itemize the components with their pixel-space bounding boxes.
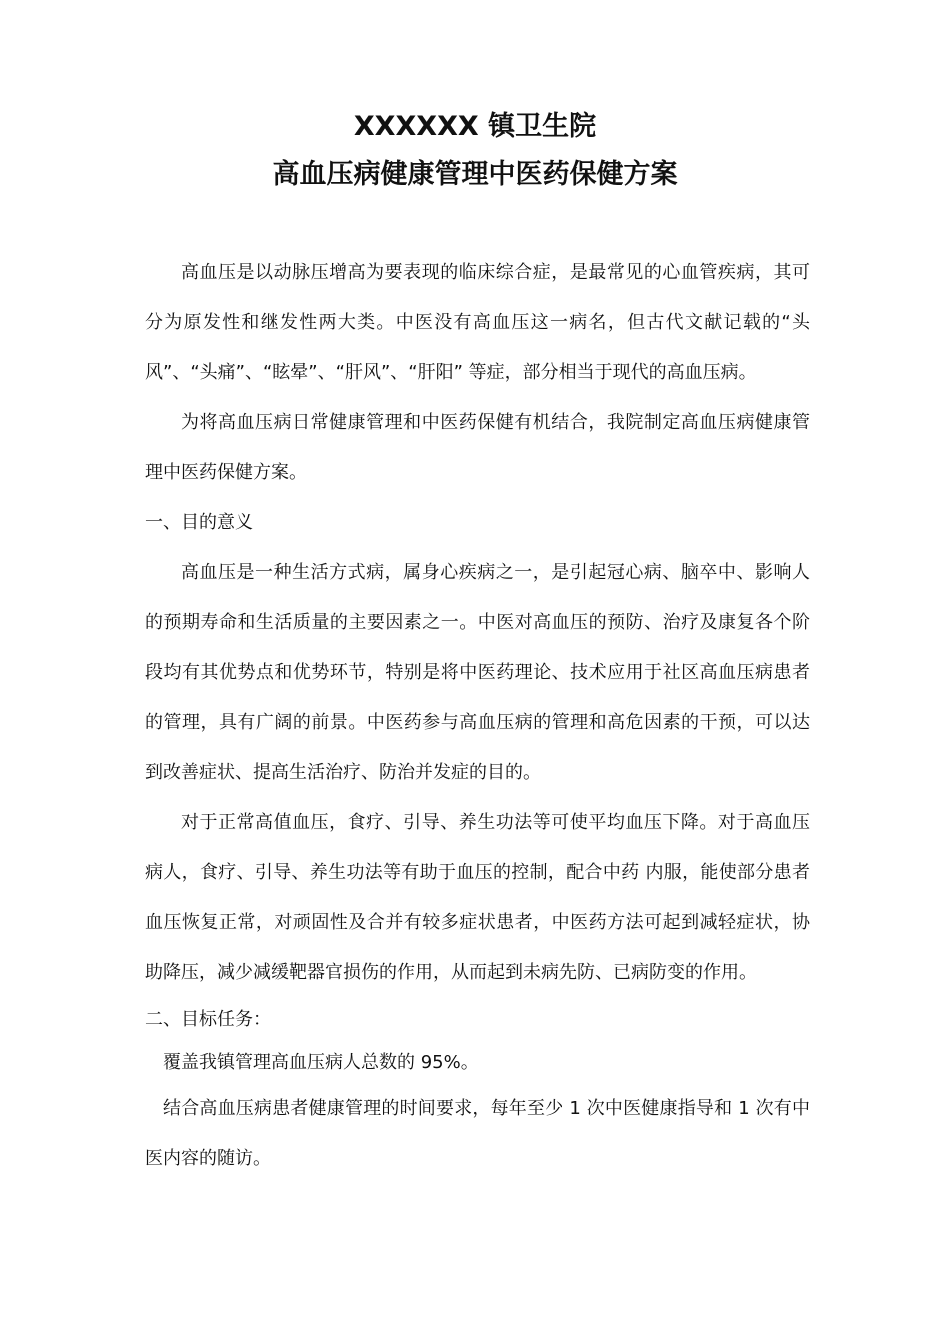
paragraph-purpose-2: 对于正常高值血压，食疗、引导、养生功法等可使平均血压下降。对于高血压病人，食疗、引导、养生功法等有助于血压的控制，配合中药 内服，能使部分患者血压恢复正常，对顽固性及合并有较多症状患者，中医药方法可起到减轻症状，协助降压，减少减缓靶器官损伤的作用，从而起到未病先防、已病防变的作用。 (145, 812, 810, 983)
document-title-institution: XXXXXX 镇卫生院 (353, 111, 597, 142)
paragraph-intro-1: 高血压是以动脉压增高为要表现的临床综合症，是最常见的心血管疾病，其可分为原发性和继发性两大类。中医没有高血压这一病名，但古代文献记载的“头风”、“头痛”、“眩晕”、“肝风”、“肝阳” 等症，部分相当于现代的高血压病。 (145, 262, 810, 383)
paragraph-tasks-2: 结合高血压病患者健康管理的时间要求，每年至少 1 次中医健康指导和 1 次有中医内容的随访。 (145, 1098, 810, 1169)
paragraph-purpose-1: 高血压是一种生活方式病，属身心疾病之一，是引起冠心病、脑卒中、影响人的预期寿命和生活质量的主要因素之一。中医对高血压的预防、治疗及康复各个阶段均有其优势点和优势环节，特别是将中医药理论、技术应用于社区高血压病患者的管理，具有广阔的前景。中医药参与高血压病的管理和高危因素的干预，可以达到改善症状、提高生活治疗、防治并发症的目的。 (145, 562, 810, 783)
document-body (145, 248, 810, 1184)
paragraph-tasks-1: 覆盖我镇管理高血压病人总数的 95%。 (163, 1052, 479, 1073)
section-heading-purpose: 一、目的意义 (145, 512, 253, 533)
paragraph-intro-2: 为将高血压病日常健康管理和中医药保健有机结合，我院制定高血压病健康管理中医药保健方案。 (145, 412, 810, 483)
document-title-plan: 高血压病健康管理中医药保健方案 (272, 159, 678, 190)
section-heading-tasks: 二、目标任务： (145, 1009, 271, 1030)
